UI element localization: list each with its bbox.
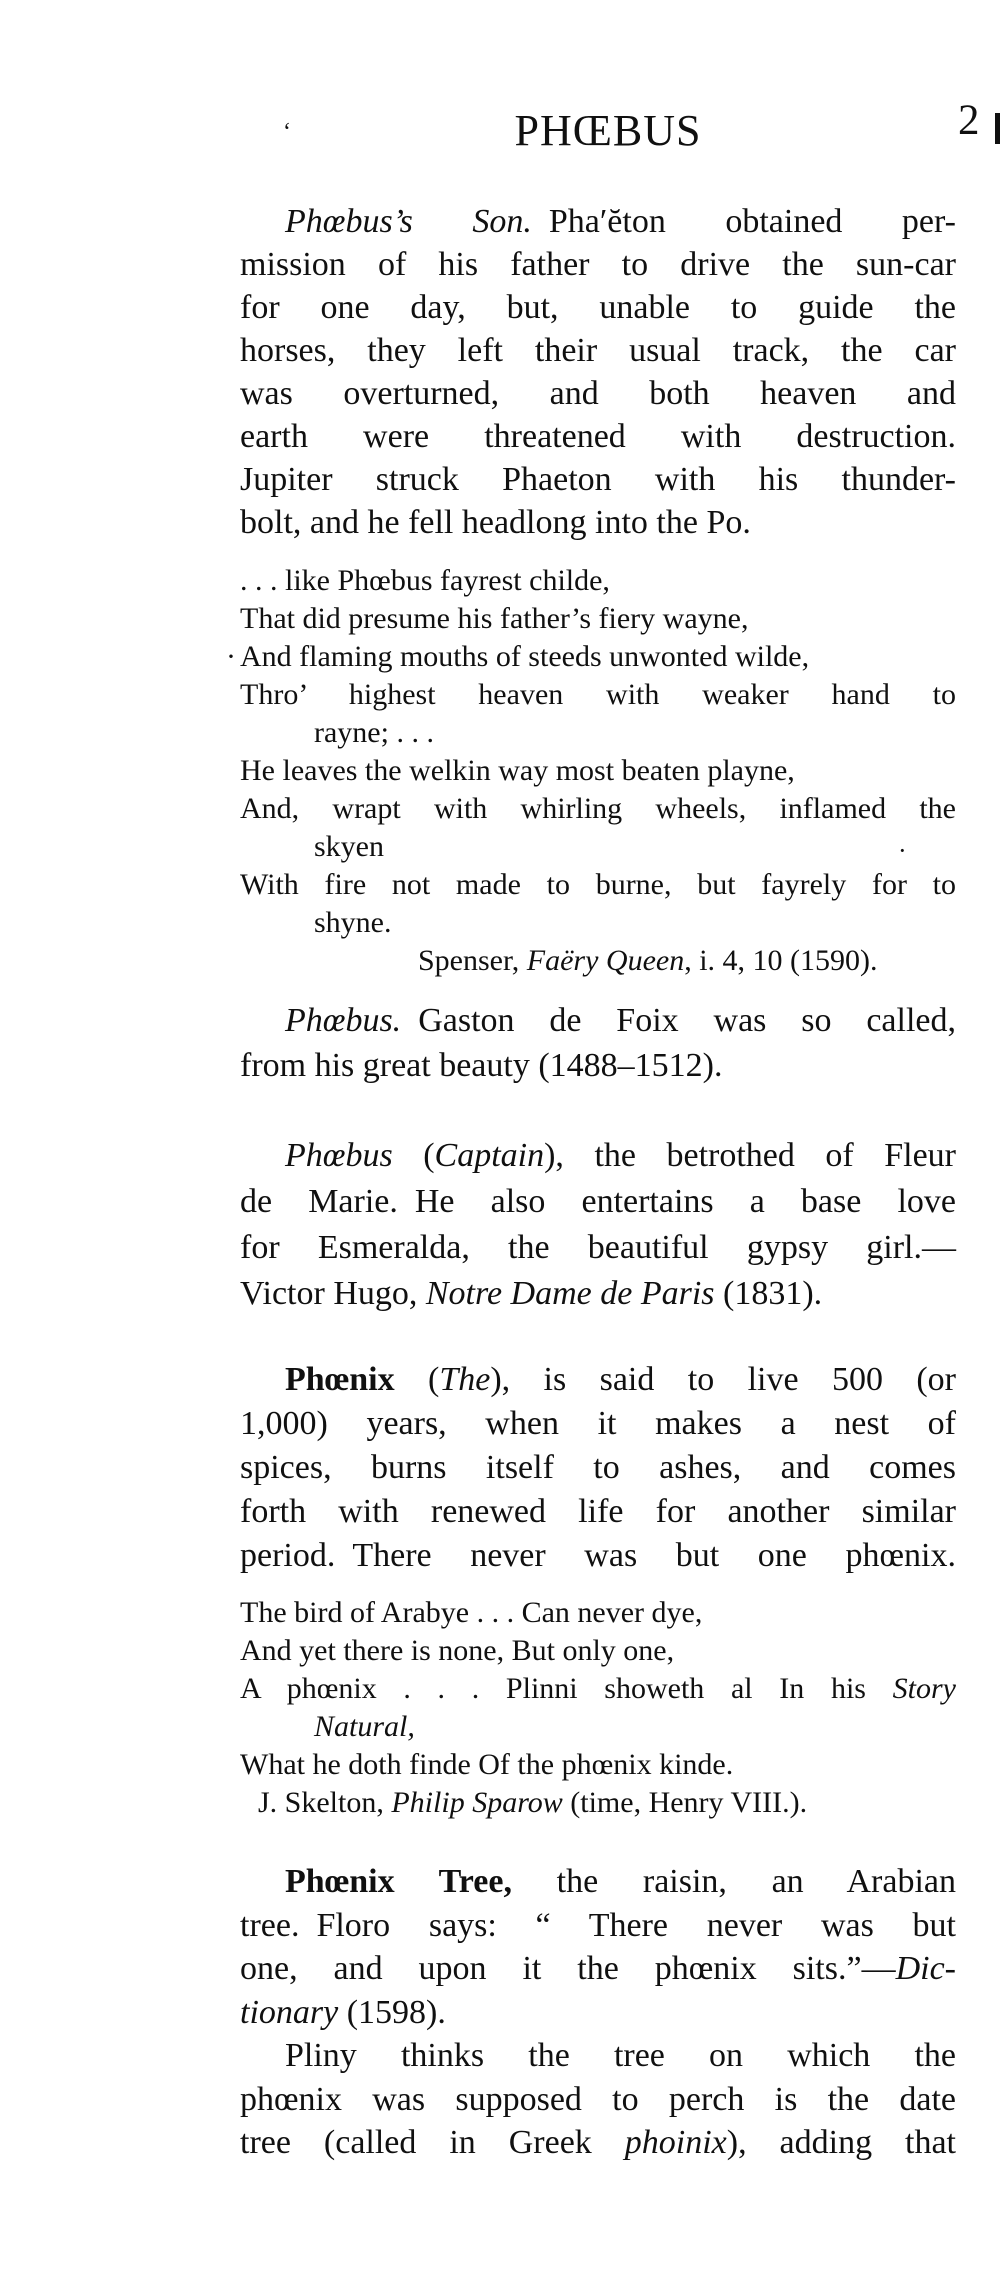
- text-segment: tree. Floro says: “ There never was but: [240, 1906, 956, 1944]
- text-segment: (: [394, 1361, 440, 1398]
- text-line: [240, 1991, 956, 2035]
- text-segment: He leaves the welkin way most beaten playne,: [240, 754, 795, 787]
- quote-spenser: [240, 562, 956, 980]
- text-line: [240, 1225, 956, 1271]
- text-line: [240, 866, 956, 904]
- entry-phoenix-the: [240, 1358, 956, 1578]
- text-line: [240, 1402, 956, 1446]
- print-speck: ·: [226, 640, 236, 673]
- text-segment: Pliny thinks the tree on which the: [285, 2037, 956, 2074]
- text-line: [240, 458, 956, 501]
- text-segment: ), the betrothed of Fleur: [544, 1137, 956, 1174]
- text-line: [240, 904, 956, 942]
- text-line: [240, 600, 956, 638]
- text-segment: ), adding that: [726, 2124, 956, 2161]
- text-line: [240, 998, 956, 1043]
- entry-phoebus-captain: [240, 1133, 956, 1317]
- text-segment: Jupiter struck Phaeton with his thunder-: [240, 461, 956, 498]
- text-segment: Spenser,: [418, 944, 527, 977]
- text-segment: (1598).: [338, 1993, 446, 2031]
- text-line: [240, 790, 956, 828]
- text-line: [240, 200, 956, 243]
- text-line: [240, 1860, 956, 1904]
- text-line: [240, 1179, 956, 1225]
- text-segment: phoinix: [624, 2124, 727, 2161]
- text-line: [240, 2078, 956, 2122]
- text-line: [240, 1746, 956, 1784]
- text-segment: Victor Hugo,: [240, 1275, 426, 1312]
- text-segment: J. Skelton,: [258, 1786, 392, 1819]
- entry-phoebus-gaston: [240, 998, 956, 1088]
- text-segment: the raisin, an Arabian: [511, 1863, 956, 1900]
- text-segment: tree (called in Greek: [240, 2124, 625, 2161]
- text-line: [240, 372, 956, 415]
- text-segment: That did presume his father’s fiery wayne,: [240, 602, 749, 635]
- page-number-partial-glyph: [995, 113, 1000, 144]
- page-number: 2: [958, 97, 980, 144]
- text-segment: Gaston de Foix was so called,: [401, 1002, 956, 1039]
- text-segment: earth were threatened with destruction.: [240, 418, 956, 455]
- text-line: [240, 1043, 956, 1088]
- running-title: PHŒBUS: [514, 106, 702, 155]
- text-column: [240, 0, 956, 2291]
- text-line: [240, 1708, 956, 1746]
- text-segment: bolt, and he fell headlong into the Po.: [240, 504, 751, 541]
- text-segment: Philip Sparow: [391, 1786, 563, 1819]
- text-segment: (: [392, 1137, 435, 1174]
- text-segment: for one day, but, unable to guide the: [240, 289, 956, 326]
- text-line: [240, 286, 956, 329]
- text-segment: Natural,: [314, 1710, 415, 1743]
- text-segment: Pha′ĕton obtained per-: [531, 203, 956, 240]
- text-segment: shyne.: [314, 906, 392, 939]
- text-line: [240, 1594, 956, 1632]
- text-line: [240, 1784, 956, 1822]
- text-segment: (time, Henry VIII.).: [562, 1786, 808, 1819]
- text-segment: Dic-: [895, 1950, 956, 1987]
- text-segment: for Esmeralda, the beautiful gypsy girl.—: [240, 1229, 956, 1266]
- text-segment: Story: [892, 1672, 956, 1705]
- text-segment: What he doth finde Of the phœnix kinde.: [240, 1748, 734, 1781]
- text-segment: skyen: [314, 830, 384, 863]
- text-segment: Faëry Queen: [526, 944, 685, 977]
- text-segment: With fire not made to burne, but fayrely for to: [240, 868, 956, 901]
- text-segment: Phœbus.: [285, 1002, 402, 1039]
- print-speck: ʻ: [283, 119, 291, 145]
- text-segment: And yet there is none, But only one,: [240, 1634, 675, 1667]
- text-segment: And, wrapt with whirling wheels, inflamed the: [240, 792, 956, 825]
- text-line: [240, 1904, 956, 1948]
- entry-phoebus-son: [240, 200, 956, 544]
- text-segment: was overturned, and both heaven and: [240, 375, 956, 412]
- text-line: [240, 638, 956, 676]
- text-segment: phœnix was supposed to perch is the date: [240, 2080, 956, 2118]
- text-line: [240, 329, 956, 372]
- text-line: [240, 1133, 956, 1179]
- quote-skelton: [240, 1594, 956, 1822]
- text-segment: Phœnix: [285, 1361, 395, 1398]
- text-segment: Phœbus’s Son.: [285, 203, 532, 240]
- text-segment: 1,000) years, when it makes a nest of: [240, 1405, 956, 1442]
- text-segment: . . . like Phœbus fayrest childe,: [240, 564, 610, 597]
- entry-phoenix-tree: [240, 1860, 956, 2165]
- text-segment: Notre Dame de Paris: [425, 1275, 715, 1312]
- text-segment: one, and upon it the phœnix sits.”—: [240, 1950, 896, 1987]
- text-segment: de Marie. He also entertains a base love: [240, 1183, 956, 1220]
- text-segment: from his great beauty (1488–1512).: [240, 1047, 723, 1084]
- text-line: [240, 562, 956, 600]
- text-segment: Phœnix Tree,: [285, 1863, 512, 1900]
- text-line: [240, 1632, 956, 1670]
- text-segment: mission of his father to drive the sun-car: [240, 246, 956, 283]
- text-line: [240, 676, 956, 714]
- text-line: [240, 1358, 956, 1402]
- text-segment: Captain: [434, 1137, 545, 1174]
- text-line: [240, 1670, 956, 1708]
- text-segment: spices, burns itself to ashes, and comes: [240, 1449, 956, 1486]
- text-segment: forth with renewed life for another similar: [240, 1493, 956, 1530]
- text-segment: The bird of Arabye . . . Can never dye,: [240, 1596, 703, 1629]
- text-segment: A phœnix . . . Plinni showeth al In his: [240, 1672, 893, 1705]
- text-line: [240, 714, 956, 752]
- text-segment: , i. 4, 10 (1590).: [684, 944, 878, 977]
- text-segment: And flaming mouths of steeds unwonted wilde,: [240, 640, 810, 673]
- text-line: [240, 1271, 956, 1317]
- text-segment: Thro’ highest heaven with weaker hand to: [240, 678, 956, 711]
- text-line: [240, 942, 956, 980]
- text-segment: ), is said to live 500 (or: [490, 1361, 956, 1398]
- text-line: [240, 752, 956, 790]
- print-speck: ·: [898, 836, 907, 865]
- text-line: [240, 415, 956, 458]
- text-line: [240, 1534, 956, 1578]
- text-segment: tionary: [240, 1993, 339, 2031]
- text-segment: Phœbus: [285, 1137, 393, 1174]
- text-line: [240, 1446, 956, 1490]
- text-line: [240, 2121, 956, 2165]
- text-line: [240, 501, 956, 544]
- text-segment: period. There never was but one phœnix.: [240, 1537, 956, 1574]
- text-line: [240, 2034, 956, 2078]
- text-segment: rayne; . . .: [314, 716, 434, 749]
- text-segment: The: [439, 1361, 491, 1398]
- text-line: [240, 243, 956, 286]
- text-segment: (1831).: [714, 1275, 823, 1312]
- text-line: [240, 1490, 956, 1534]
- text-segment: horses, they left their usual track, the car: [240, 332, 956, 369]
- text-line: [240, 828, 956, 866]
- text-line: [240, 1947, 956, 1991]
